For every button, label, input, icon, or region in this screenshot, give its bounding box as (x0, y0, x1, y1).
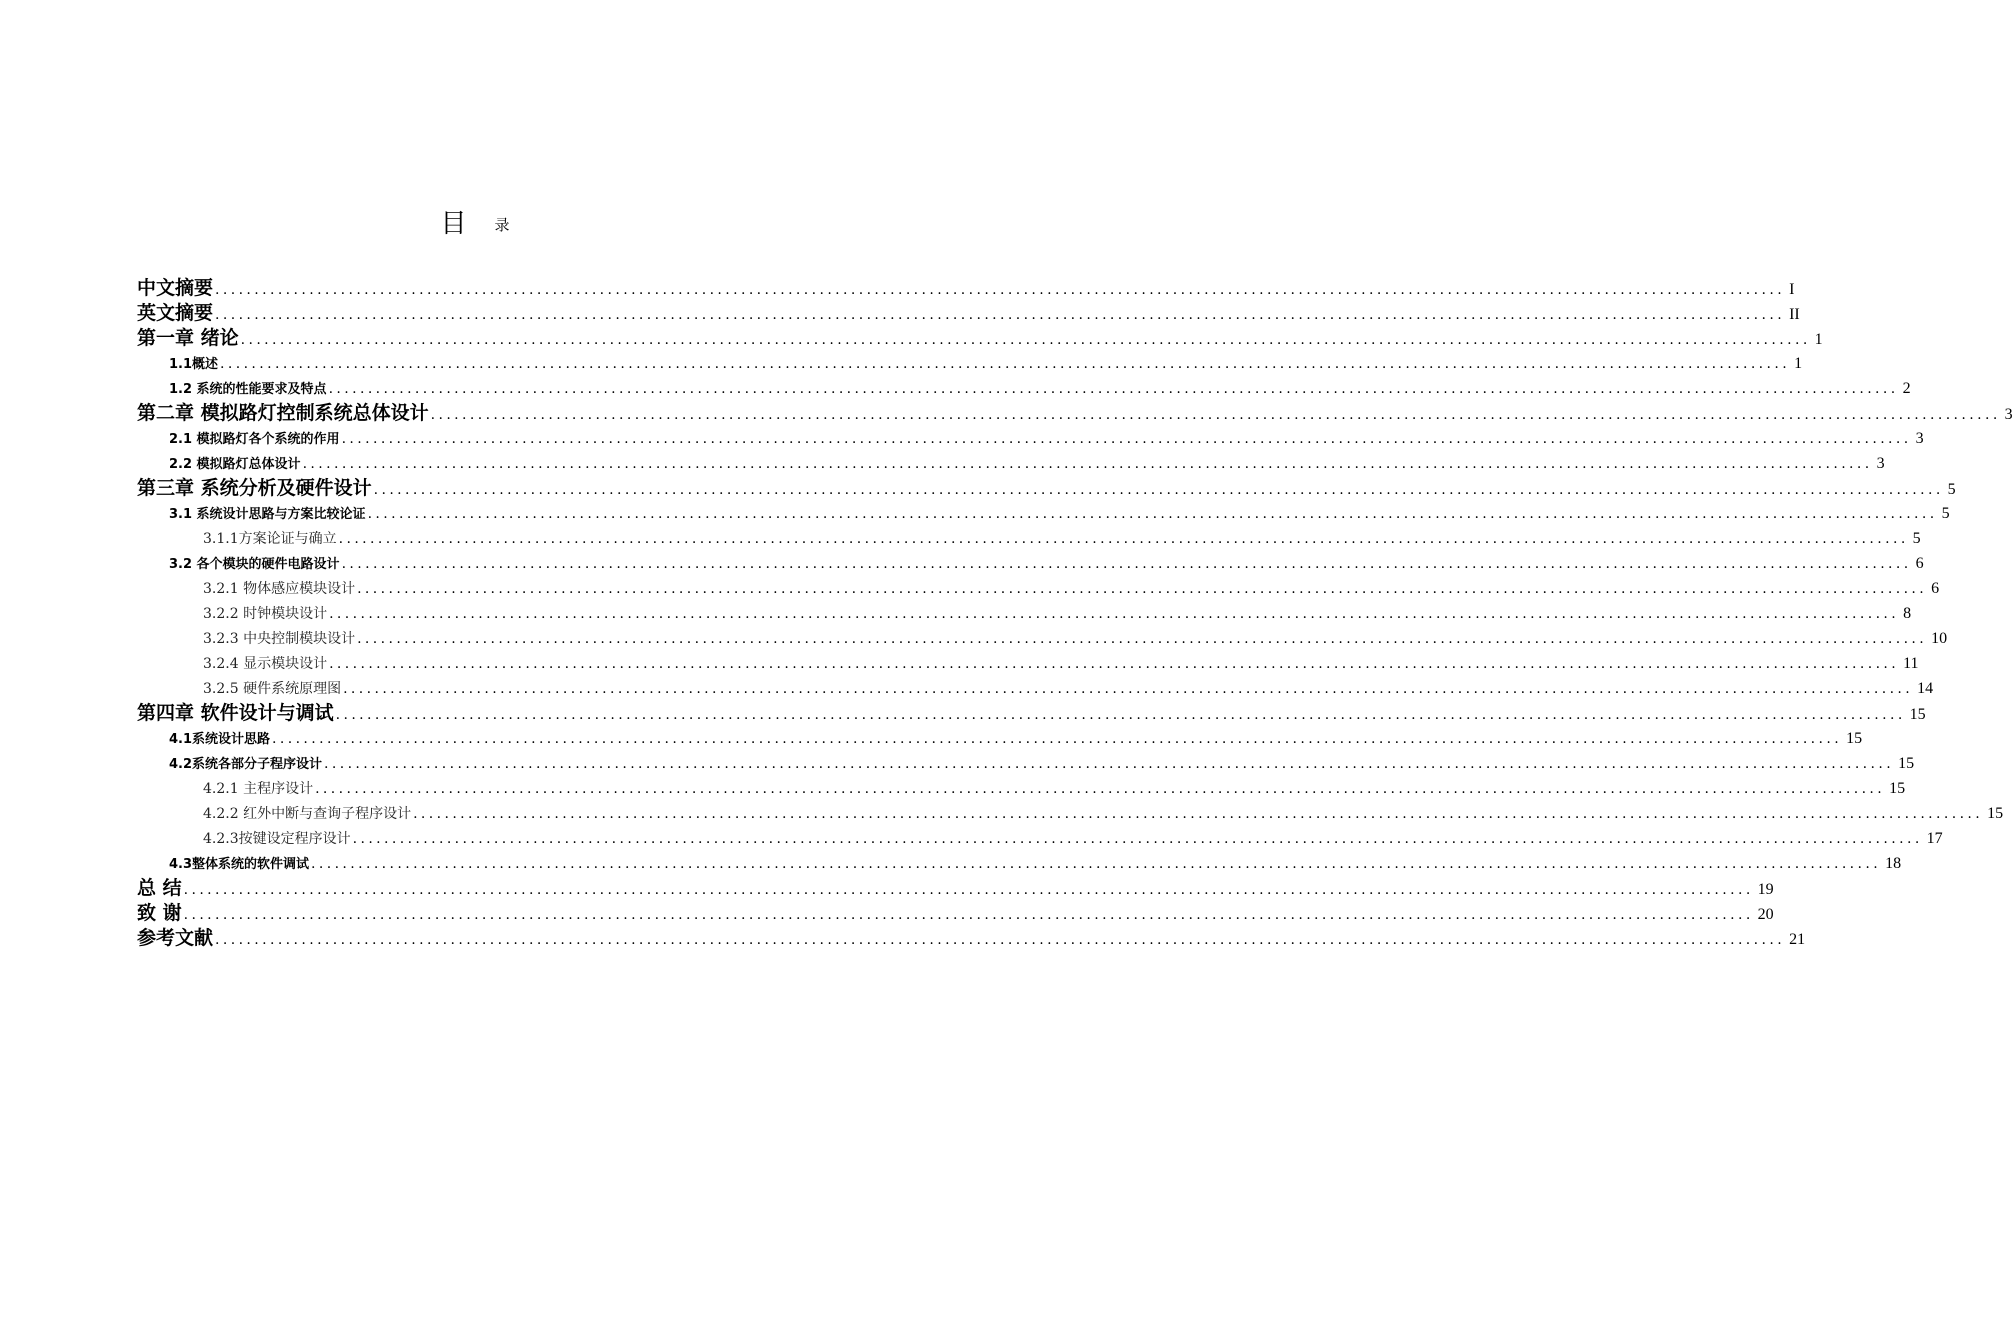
toc-entry-label: 4.2.2 红外中断与查询子程序设计 (203, 806, 412, 822)
toc-entry-label: 3.2.2 时钟模块设计 (203, 606, 328, 622)
toc-entry-page: 6 (1931, 580, 1940, 597)
toc-entry-label: 英文摘要 (137, 302, 214, 324)
toc-leader-dots: ........................................................................................................................................................................................................ (329, 656, 1900, 672)
toc-entry-label: 第一章 绪论 (137, 327, 239, 349)
toc-entry-label: 2.2 模拟路灯总体设计 (169, 457, 301, 472)
toc-entry[interactable] (137, 751, 1915, 776)
toc-leader-dots: ........................................................................................................................................................................................................ (373, 482, 1944, 498)
toc-leader-dots: ........................................................................................................................................................................................................ (302, 456, 1873, 472)
toc-leader-dots: ........................................................................................................................................................................................................ (240, 332, 1811, 348)
toc-leader-dots: ........................................................................................................................................................................................................ (183, 882, 1754, 898)
toc-leader-dots: ........................................................................................................................................................................................................ (357, 631, 1928, 647)
toc-entry-label: 4.1系统设计思路 (169, 732, 271, 747)
toc-leader-dots: ........................................................................................................................................................................................................ (430, 407, 2001, 423)
toc-entry-page: 3 (1915, 430, 1924, 447)
toc-entry[interactable] (137, 876, 1774, 901)
toc-leader-dots: ........................................................................................................................................................................................................ (352, 831, 1923, 847)
toc-entry-label: 2.1 模拟路灯各个系统的作用 (169, 432, 340, 447)
toc-leader-dots: ........................................................................................................................................................................................................ (272, 731, 1843, 747)
table-of-contents (137, 276, 2013, 951)
toc-entry[interactable] (137, 276, 1795, 301)
toc-leader-dots: ........................................................................................................................................................................................................ (367, 506, 1938, 522)
toc-entry-label: 1.2 系统的性能要求及特点 (169, 382, 327, 397)
toc-leader-dots: ........................................................................................................................................................................................................ (311, 856, 1882, 872)
toc-entry[interactable] (137, 351, 1803, 376)
toc-entry-page: 21 (1789, 931, 1806, 948)
toc-entry-label: 参考文献 (137, 927, 214, 949)
toc-leader-dots: ........................................................................................................................................................................................................ (215, 282, 1786, 298)
toc-entry-page: 8 (1903, 605, 1912, 622)
toc-entry[interactable] (137, 901, 1774, 926)
toc-entry[interactable] (137, 501, 1950, 526)
toc-leader-dots: ........................................................................................................................................................................................................ (215, 307, 1786, 323)
toc-leader-dots: ........................................................................................................................................................................................................ (329, 606, 1900, 622)
toc-leader-dots: ........................................................................................................................................................................................................ (341, 431, 1912, 447)
toc-entry-label: 致 谢 (137, 902, 182, 924)
toc-entry-label: 3.2.5 硬件系统原理图 (203, 681, 342, 697)
toc-entry-label: 总 结 (137, 877, 182, 899)
toc-entry[interactable] (137, 401, 2013, 426)
toc-entry-page: 15 (1898, 755, 1915, 772)
toc-entry-page: 20 (1757, 906, 1774, 923)
toc-entry[interactable] (137, 676, 1934, 701)
toc-entry-page: 18 (1885, 855, 1902, 872)
toc-entry[interactable] (137, 651, 1919, 676)
toc-entry-label: 中文摘要 (137, 277, 214, 299)
toc-entry-label: 1.1概述 (169, 357, 219, 372)
toc-entry-page: 15 (1987, 805, 2004, 822)
title-main: 目 (440, 209, 467, 239)
toc-entry-page: I (1789, 281, 1795, 298)
page-title (0, 203, 950, 240)
toc-entry-page: 17 (1926, 830, 1943, 847)
toc-leader-dots: ........................................................................................................................................................................................................ (343, 681, 1914, 697)
title-sub: 录 (494, 216, 510, 234)
toc-entry-label: 4.2.1 主程序设计 (203, 781, 314, 797)
toc-entry-page: 15 (1846, 730, 1863, 747)
toc-entry-label: 3.2.3 中央控制模块设计 (203, 631, 356, 647)
toc-leader-dots: ........................................................................................................................................................................................................ (357, 581, 1928, 597)
toc-entry[interactable] (137, 476, 1956, 501)
toc-leader-dots: ........................................................................................................................................................................................................ (413, 806, 1984, 822)
toc-entry[interactable] (137, 851, 1902, 876)
toc-entry-label: 4.2.3按键设定程序设计 (203, 831, 351, 847)
toc-leader-dots: ........................................................................................................................................................................................................ (335, 707, 1906, 723)
toc-entry[interactable] (137, 801, 2004, 826)
toc-leader-dots: ........................................................................................................................................................................................................ (215, 932, 1786, 948)
toc-entry-label: 3.1.1方案论证与确立 (203, 531, 337, 547)
toc-leader-dots: ........................................................................................................................................................................................................ (338, 531, 1909, 547)
toc-leader-dots: ........................................................................................................................................................................................................ (220, 356, 1791, 372)
toc-entry-label: 3.1 系统设计思路与方案比较论证 (169, 507, 366, 522)
toc-entry-page: 15 (1909, 706, 1926, 723)
toc-entry[interactable] (137, 601, 1912, 626)
toc-entry[interactable] (137, 526, 1921, 551)
toc-entry-page: 15 (1889, 780, 1906, 797)
toc-entry[interactable] (137, 376, 1911, 401)
toc-entry-page: 6 (1915, 555, 1924, 572)
toc-leader-dots: ........................................................................................................................................................................................................ (324, 756, 1895, 772)
toc-entry-label: 第四章 软件设计与调试 (137, 702, 334, 724)
toc-entry-label: 3.2 各个模块的硬件电路设计 (169, 557, 340, 572)
toc-entry-page: 3 (1876, 455, 1885, 472)
toc-entry[interactable] (137, 301, 1800, 326)
toc-entry-page: 1 (1794, 355, 1803, 372)
toc-entry-page: 14 (1917, 680, 1934, 697)
toc-entry-page: 11 (1903, 655, 1919, 672)
toc-entry-label: 4.2系统各部分子程序设计 (169, 757, 323, 772)
toc-entry-page: 5 (1947, 481, 1956, 498)
toc-entry[interactable] (137, 726, 1863, 751)
toc-entry-page: 1 (1814, 331, 1823, 348)
toc-entry-label: 3.2.1 物体感应模块设计 (203, 581, 356, 597)
toc-entry[interactable] (137, 326, 1823, 351)
toc-entry[interactable] (137, 426, 1924, 451)
toc-entry-page: 5 (1941, 505, 1950, 522)
toc-entry-page: 10 (1931, 630, 1948, 647)
toc-entry[interactable] (137, 826, 1943, 851)
toc-leader-dots: ........................................................................................................................................................................................................ (183, 907, 1754, 923)
toc-entry[interactable] (137, 926, 1806, 951)
toc-entry-page: 19 (1757, 881, 1774, 898)
toc-entry[interactable] (137, 451, 1885, 476)
toc-entry-label: 3.2.4 显示模块设计 (203, 656, 328, 672)
toc-entry-page: 2 (1902, 380, 1911, 397)
toc-entry[interactable] (137, 701, 1926, 726)
toc-entry[interactable] (137, 551, 1924, 576)
toc-entry-page: II (1789, 306, 1800, 323)
toc-leader-dots: ........................................................................................................................................................................................................ (341, 556, 1912, 572)
toc-entry-label: 第二章 模拟路灯控制系统总体设计 (137, 402, 429, 424)
toc-entry-label: 4.3整体系统的软件调试 (169, 857, 310, 872)
toc-entry[interactable] (137, 576, 1940, 601)
toc-leader-dots: ........................................................................................................................................................................................................ (315, 781, 1886, 797)
toc-leader-dots: ........................................................................................................................................................................................................ (328, 381, 1899, 397)
toc-entry-label: 第三章 系统分析及硬件设计 (137, 477, 372, 499)
toc-entry[interactable] (137, 626, 1948, 651)
toc-entry[interactable] (137, 776, 1906, 801)
toc-entry-page: 5 (1912, 530, 1921, 547)
toc-entry-page: 3 (2004, 406, 2013, 423)
